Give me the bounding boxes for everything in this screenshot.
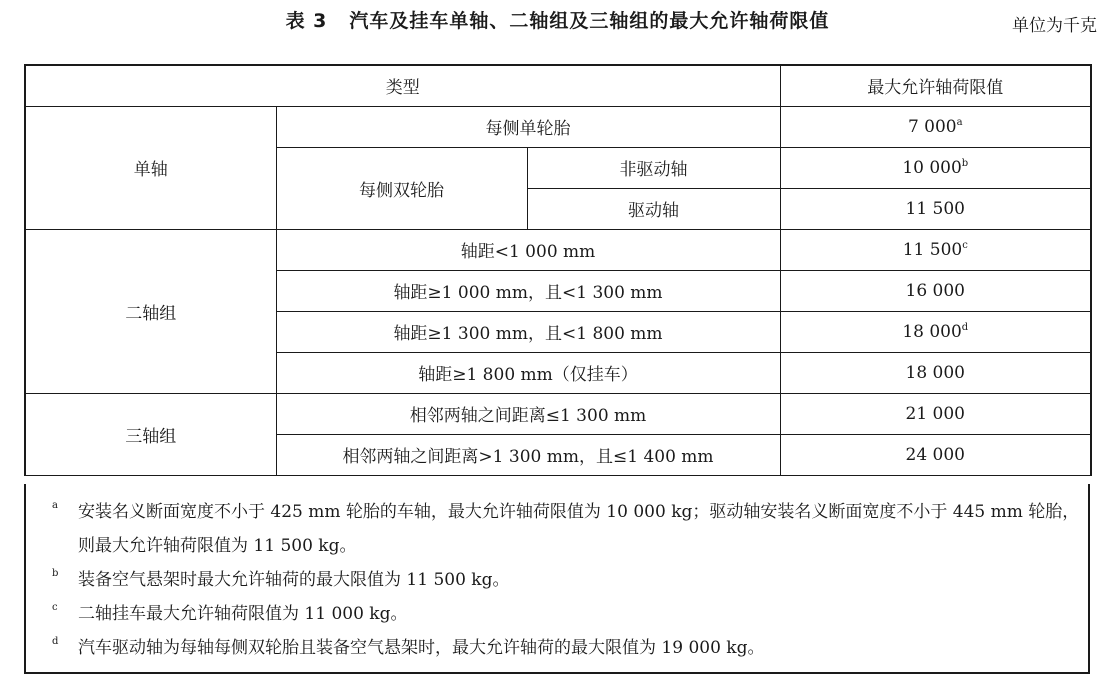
value-text: 11 500 xyxy=(902,239,963,260)
footnote-text: 装备空气悬架时最大允许轴荷的最大限值为 11 500 kg。 xyxy=(78,570,510,590)
condition-cell: 轴距≥1 300 mm，且<1 800 mm xyxy=(276,311,780,352)
value-text: 10 000 xyxy=(902,157,962,178)
condition-cell: 轴距≥1 000 mm，且<1 300 mm xyxy=(276,270,780,311)
group-single-axle: 单轴 xyxy=(25,106,276,229)
footnote xyxy=(52,631,1080,665)
footnote-text: 安装名义断面宽度不小于 425 mm 轮胎的车轴，最大允许轴荷限值为 10 000 kg；驱动轴安装名义断面宽度不小于 445 mm 轮胎，则最大允许轴荷限值为 11 500 kg。 xyxy=(78,502,1080,556)
condition-cell: 轴距<1 000 mm xyxy=(276,229,780,270)
dual-tire-label: 每侧双轮胎 xyxy=(276,147,527,229)
group-tandem-axle: 二轴组 xyxy=(25,229,276,393)
non-drive-axle-label: 非驱动轴 xyxy=(527,147,780,188)
value-text: 21 000 xyxy=(905,403,965,424)
footnotes xyxy=(24,484,1090,674)
table-caption: 汽车及挂车单轴、二轴组及三轴组的最大允许轴荷限值 xyxy=(349,10,830,32)
footnote-text: 二轴挂车最大允许轴荷限值为 11 000 kg。 xyxy=(78,604,408,624)
table-number: 表 3 xyxy=(285,10,328,32)
value-text: 24 000 xyxy=(905,444,965,465)
value-cell xyxy=(780,229,1091,270)
footnote-mark: b xyxy=(52,568,59,579)
condition-cell: 相邻两轴之间距离>1 300 mm，且≤1 400 mm xyxy=(276,434,780,475)
value-text: 18 000 xyxy=(905,362,965,383)
footnote xyxy=(52,495,1080,563)
table-row xyxy=(25,229,1091,270)
value-text: 16 000 xyxy=(905,280,965,301)
value-cell xyxy=(780,147,1091,188)
header-type: 类型 xyxy=(25,65,780,106)
footnote-mark: a xyxy=(52,500,58,511)
value-cell xyxy=(780,270,1091,311)
unit-label: 单位为千克 xyxy=(1012,16,1097,36)
footnote xyxy=(52,563,1080,597)
value-cell xyxy=(780,106,1091,147)
header-row xyxy=(25,65,1091,106)
axle-load-table xyxy=(24,64,1092,476)
group-tridem-axle: 三轴组 xyxy=(25,393,276,475)
value-text: 18 000 xyxy=(902,321,962,342)
footnote-mark: d xyxy=(961,321,969,333)
condition-cell: 相邻两轴之间距离≤1 300 mm xyxy=(276,393,780,434)
value-cell xyxy=(780,393,1091,434)
footnote-mark: d xyxy=(52,636,59,647)
single-tire-label: 每侧单轮胎 xyxy=(276,106,780,147)
value-cell xyxy=(780,311,1091,352)
value-text: 7 000 xyxy=(907,116,957,137)
footnote xyxy=(52,597,1080,631)
table-row xyxy=(25,106,1091,147)
footnote-mark: c xyxy=(962,239,968,251)
drive-axle-label: 驱动轴 xyxy=(527,188,780,229)
header-limit: 最大允许轴荷限值 xyxy=(780,65,1091,106)
value-cell xyxy=(780,352,1091,393)
table-title xyxy=(0,6,1115,33)
value-text: 11 500 xyxy=(905,198,965,219)
value-cell xyxy=(780,188,1091,229)
table-row xyxy=(25,393,1091,434)
footnote-mark: a xyxy=(956,116,963,128)
value-cell xyxy=(780,434,1091,475)
footnote-text: 汽车驱动轴为每轴每侧双轮胎且装备空气悬架时，最大允许轴荷的最大限值为 19 000 kg。 xyxy=(78,638,765,658)
footnote-mark: c xyxy=(52,602,58,613)
footnote-mark: b xyxy=(961,157,969,169)
condition-cell: 轴距≥1 800 mm（仅挂车） xyxy=(276,352,780,393)
